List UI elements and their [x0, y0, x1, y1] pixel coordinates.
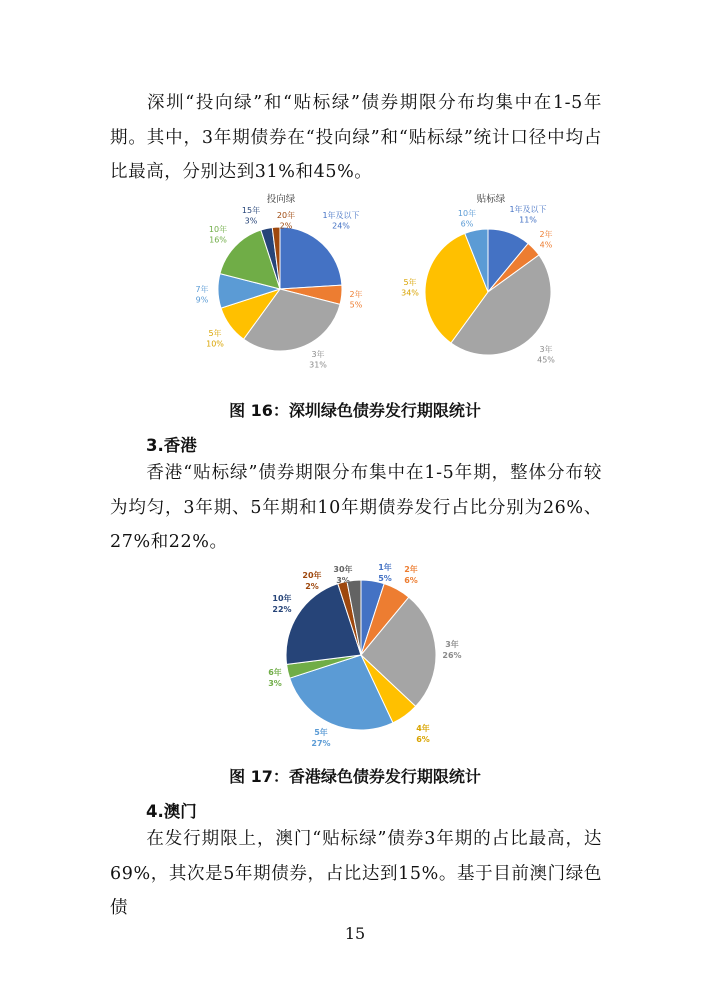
- pie-slice-label: 7年 9%: [195, 285, 209, 305]
- pie-tiebiaolv: [401, 204, 555, 365]
- pie-slice-label: 1年及以下 11%: [509, 205, 547, 225]
- pie-slice-label: 2年 6%: [404, 565, 418, 585]
- paragraph-shenzhen: 深圳“投向绿”和“贴标绿”债券期限分布均集中在1-5年期。其中，3年期债券在“投向绿”和“贴标绿”统计口径中均占比最高，分别达到31%和45%。: [110, 93, 602, 182]
- pie-slice-label: 2年 4%: [539, 230, 553, 250]
- pie-slice-label: 4年 6%: [416, 724, 430, 744]
- paragraph-hongkong: 香港“贴标绿”债券期限分布集中在1-5年期，整体分布较为均匀，3年期、5年期和10年期债券发行占比分别为26%、27%和22%。: [110, 463, 602, 552]
- pie-slice-label: 20年 2%: [276, 211, 296, 231]
- pie-slice-label: 3年 45%: [537, 345, 555, 365]
- figure-16-caption: 图 16：深圳绿色债券发行期限统计: [229, 401, 481, 420]
- chart-title-tiebiaolv: 贴标绿: [476, 194, 506, 205]
- pie-hongkong: [268, 562, 461, 748]
- section-heading-hongkong: 3.香港: [146, 436, 197, 455]
- paragraph-macau: 在发行期限上，澳门“贴标绿”债券3年期的占比最高，达69%，其次是5年期债券，占比达到15%。基于目前澳门绿色债: [110, 829, 602, 918]
- pie-slice-label: 20年 2%: [302, 571, 322, 591]
- section-heading-macau: 4.澳门: [146, 802, 197, 821]
- pie-slice-label: 1年及以下 24%: [322, 211, 360, 231]
- pie-slice-label: 3年 26%: [442, 640, 462, 660]
- chart-title-touxianglv: 投向绿: [266, 194, 296, 205]
- pie-slice-label: 6年 3%: [268, 668, 282, 688]
- pie-slice-label: 15年 3%: [241, 206, 261, 226]
- pie-slice-label: 1年 5%: [378, 563, 392, 583]
- pie-slice-label: 2年 5%: [349, 290, 363, 310]
- pie-slice-label: 5年 34%: [401, 278, 419, 298]
- pie-touxianglv: [195, 205, 362, 370]
- pie-slice-label: 10年 6%: [457, 209, 477, 229]
- pie-slice-label: 3年 31%: [309, 350, 327, 370]
- page-number: 15: [344, 924, 366, 943]
- pie-slice-label: 30年 3%: [333, 565, 353, 585]
- pie-slice-label: 10年 16%: [208, 225, 228, 245]
- pie-slice: [280, 227, 342, 289]
- pie-slice-label: 5年 10%: [206, 329, 224, 349]
- pie-slice-label: 10年 22%: [272, 594, 292, 614]
- figure-17-caption: 图 17：香港绿色债券发行期限统计: [229, 767, 481, 786]
- pie-slice-label: 5年 27%: [311, 728, 331, 748]
